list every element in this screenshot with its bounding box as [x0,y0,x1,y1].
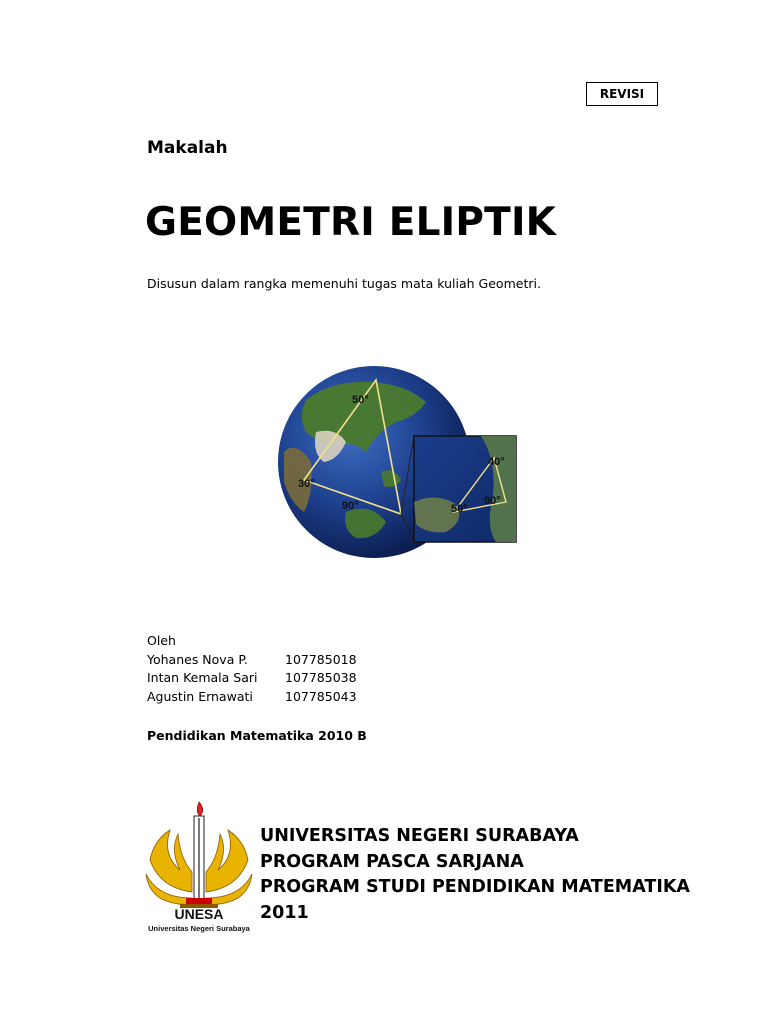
institution-line: PROGRAM PASCA SARJANA [260,851,524,872]
logo-caption: Universitas Negeri Surabaya [148,924,250,933]
institution-line: 2011 [260,902,309,923]
angle-label: 30° [298,478,315,490]
author-row [147,651,357,670]
globe-illustration [276,362,518,562]
document-type: Makalah [147,138,228,158]
angle-label: 90° [342,500,359,512]
institution-line: PROGRAM STUDI PENDIDIKAN MATEMATIKA [260,877,690,897]
institution-line: UNIVERSITAS NEGERI SURABAYA [260,826,579,846]
document-subtitle: Disusun dalam rangka memenuhi tugas mata kuliah Geometri. [147,276,541,291]
unesa-logo [140,800,258,935]
angle-label: 40° [488,456,505,468]
angle-label: 50° [451,503,468,515]
author-row [147,688,357,707]
logo-text: UNESA [174,906,224,922]
authors-heading: Oleh [147,633,176,648]
author-id: 107785018 [285,651,357,667]
author-id: 107785043 [285,688,357,704]
author-row [147,669,357,688]
author-name: Intan Kemala Sari [147,670,258,685]
document-title: GEOMETRI ELIPTIK [145,200,557,245]
author-id: 107785038 [285,670,357,685]
institution-block [260,824,690,926]
globe-figure [276,362,518,562]
revision-badge: REVISI [586,82,658,106]
angle-label: 90° [484,495,501,507]
angle-label: 50° [352,394,369,406]
department-label: Pendidikan Matematika 2010 B [147,728,367,743]
unesa-emblem-icon [140,800,258,935]
authors-block [147,632,357,706]
author-name: Agustin Ernawati [147,688,253,704]
author-name: Yohanes Nova P. [147,651,248,667]
